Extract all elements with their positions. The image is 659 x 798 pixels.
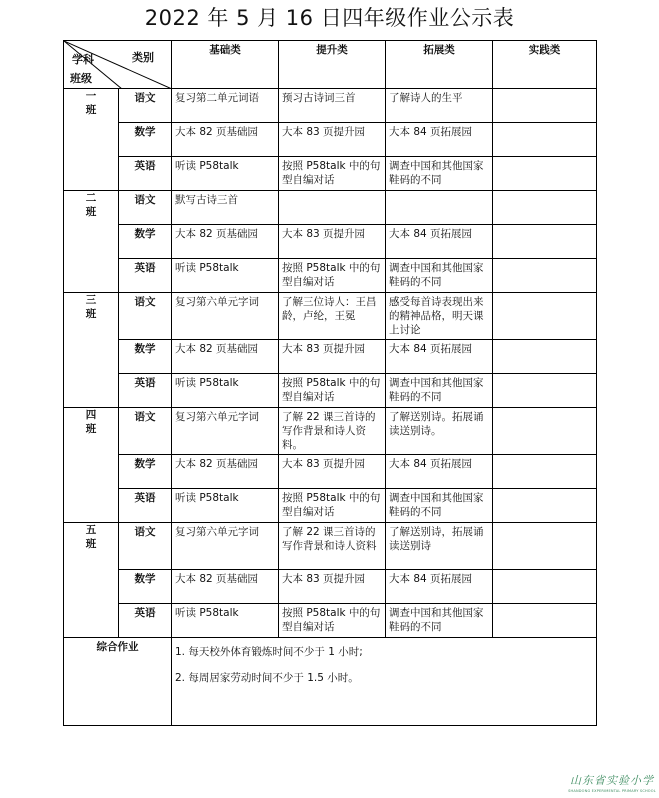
homework-cell: 调查中国和其他国家鞋码的不同 — [386, 489, 493, 523]
homework-cell: 大本 82 页基础园 — [172, 123, 279, 157]
subject-cell: 英语 — [119, 489, 172, 523]
homework-cell: 听读 P58talk — [172, 157, 279, 191]
subject-cell: 语文 — [119, 191, 172, 225]
homework-cell: 听读 P58talk — [172, 374, 279, 408]
header-row — [64, 41, 597, 89]
subject-cell: 数学 — [119, 570, 172, 604]
class-name-cell: 一班 — [64, 89, 119, 191]
column-header: 基础类 — [172, 41, 279, 89]
homework-cell: 感受每首诗表现出来的精神品格，明天课上讨论 — [386, 293, 493, 340]
homework-cell: 大本 82 页基础园 — [172, 225, 279, 259]
table-row — [64, 374, 597, 408]
homework-cell: 按照 P58talk 中的句型自编对话 — [279, 489, 386, 523]
homework-cell — [493, 604, 597, 638]
homework-cell: 听读 P58talk — [172, 604, 279, 638]
subject-cell: 语文 — [119, 408, 172, 455]
homework-cell — [386, 191, 493, 225]
homework-cell: 调查中国和其他国家鞋码的不同 — [386, 259, 493, 293]
homework-cell: 预习古诗词三首 — [279, 89, 386, 123]
homework-cell: 了解诗人的生平 — [386, 89, 493, 123]
homework-table — [63, 40, 597, 726]
homework-cell — [493, 191, 597, 225]
table-row — [64, 191, 597, 225]
homework-cell: 调查中国和其他国家鞋码的不同 — [386, 374, 493, 408]
homework-cell: 听读 P58talk — [172, 489, 279, 523]
summary-item: 2. 每周居家劳动时间不少于 1.5 小时。 — [175, 672, 359, 684]
homework-cell: 调查中国和其他国家鞋码的不同 — [386, 157, 493, 191]
homework-cell: 大本 84 页拓展园 — [386, 340, 493, 374]
class-name-cell: 四班 — [64, 408, 119, 523]
table-row — [64, 570, 597, 604]
homework-cell: 调查中国和其他国家鞋码的不同 — [386, 604, 493, 638]
table-row — [64, 408, 597, 455]
homework-cell: 按照 P58talk 中的句型自编对话 — [279, 374, 386, 408]
summary-notes — [172, 638, 597, 726]
homework-cell — [493, 123, 597, 157]
homework-cell: 大本 84 页拓展园 — [386, 225, 493, 259]
subject-cell: 数学 — [119, 225, 172, 259]
table-row — [64, 293, 597, 340]
table-row — [64, 604, 597, 638]
school-name-en: SHANDONG EXPERIMENTAL PRIMARY SCHOOL — [568, 789, 656, 793]
class-name-cell: 二班 — [64, 191, 119, 293]
homework-cell — [493, 157, 597, 191]
homework-cell: 了解 22 课三首诗的写作背景和诗人资料 — [279, 523, 386, 570]
table-row — [64, 225, 597, 259]
homework-cell: 按照 P58talk 中的句型自编对话 — [279, 259, 386, 293]
subject-cell: 英语 — [119, 604, 172, 638]
homework-cell: 大本 83 页提升园 — [279, 340, 386, 374]
homework-cell — [493, 408, 597, 455]
homework-cell — [493, 374, 597, 408]
homework-cell — [493, 259, 597, 293]
homework-cell: 了解送别诗。拓展诵读送别诗。 — [386, 408, 493, 455]
homework-cell: 了解送别诗，拓展诵读送别诗 — [386, 523, 493, 570]
homework-cell: 大本 83 页提升园 — [279, 455, 386, 489]
homework-cell: 大本 82 页基础园 — [172, 455, 279, 489]
homework-cell: 听读 P58talk — [172, 259, 279, 293]
subject-cell: 英语 — [119, 157, 172, 191]
homework-cell: 默写古诗三首 — [172, 191, 279, 225]
homework-cell: 大本 82 页基础园 — [172, 340, 279, 374]
homework-cell: 大本 83 页提升园 — [279, 123, 386, 157]
subject-cell: 数学 — [119, 340, 172, 374]
subject-cell: 英语 — [119, 374, 172, 408]
homework-cell: 复习第六单元字词 — [172, 523, 279, 570]
homework-cell: 大本 83 页提升园 — [279, 225, 386, 259]
subject-cell: 语文 — [119, 523, 172, 570]
summary-label: 综合作业 — [64, 638, 172, 726]
homework-cell: 了解三位诗人：王昌龄，卢纶，王冕 — [279, 293, 386, 340]
table-row — [64, 123, 597, 157]
column-header: 拓展类 — [386, 41, 493, 89]
table-row — [64, 489, 597, 523]
table-row — [64, 89, 597, 123]
homework-cell — [279, 191, 386, 225]
summary-item: 1. 每天校外体育锻炼时间不少于 1 小时; — [175, 646, 363, 658]
homework-cell — [493, 489, 597, 523]
homework-cell: 复习第六单元字词 — [172, 408, 279, 455]
homework-cell: 了解 22 课三首诗的写作背景和诗人资料。 — [279, 408, 386, 455]
subject-cell: 英语 — [119, 259, 172, 293]
column-header: 提升类 — [279, 41, 386, 89]
homework-cell — [493, 570, 597, 604]
table-row — [64, 157, 597, 191]
homework-cell: 大本 84 页拓展园 — [386, 455, 493, 489]
school-logo — [567, 772, 657, 793]
class-name-cell: 三班 — [64, 293, 119, 408]
page-title: 2022 年 5 月 16 日四年级作业公示表 — [144, 6, 515, 30]
subject-cell: 语文 — [119, 293, 172, 340]
table-row — [64, 523, 597, 570]
homework-cell — [493, 523, 597, 570]
corner-category-label: 类别 — [132, 51, 154, 64]
corner-class-label: 班级 — [70, 72, 92, 85]
homework-cell: 大本 82 页基础园 — [172, 570, 279, 604]
homework-cell: 大本 83 页提升园 — [279, 570, 386, 604]
subject-cell: 数学 — [119, 123, 172, 157]
class-name-cell: 五班 — [64, 523, 119, 638]
homework-cell: 大本 84 页拓展园 — [386, 570, 493, 604]
table-row — [64, 340, 597, 374]
homework-cell: 复习第二单元词语 — [172, 89, 279, 123]
homework-cell: 按照 P58talk 中的句型自编对话 — [279, 157, 386, 191]
homework-cell: 按照 P58talk 中的句型自编对话 — [279, 604, 386, 638]
corner-header-cell — [64, 41, 172, 89]
subject-cell: 数学 — [119, 455, 172, 489]
corner-subject-label: 学科 — [72, 53, 94, 66]
homework-cell: 大本 84 页拓展园 — [386, 123, 493, 157]
table-row — [64, 259, 597, 293]
subject-cell: 语文 — [119, 89, 172, 123]
homework-cell — [493, 89, 597, 123]
homework-cell — [493, 225, 597, 259]
table-body — [64, 41, 597, 726]
table-row — [64, 455, 597, 489]
homework-cell — [493, 293, 597, 340]
school-name-cn: 山东省实验小学 — [570, 774, 654, 787]
homework-cell — [493, 340, 597, 374]
column-header: 实践类 — [493, 41, 597, 89]
summary-row — [64, 638, 597, 726]
homework-cell: 复习第六单元字词 — [172, 293, 279, 340]
homework-cell — [493, 455, 597, 489]
